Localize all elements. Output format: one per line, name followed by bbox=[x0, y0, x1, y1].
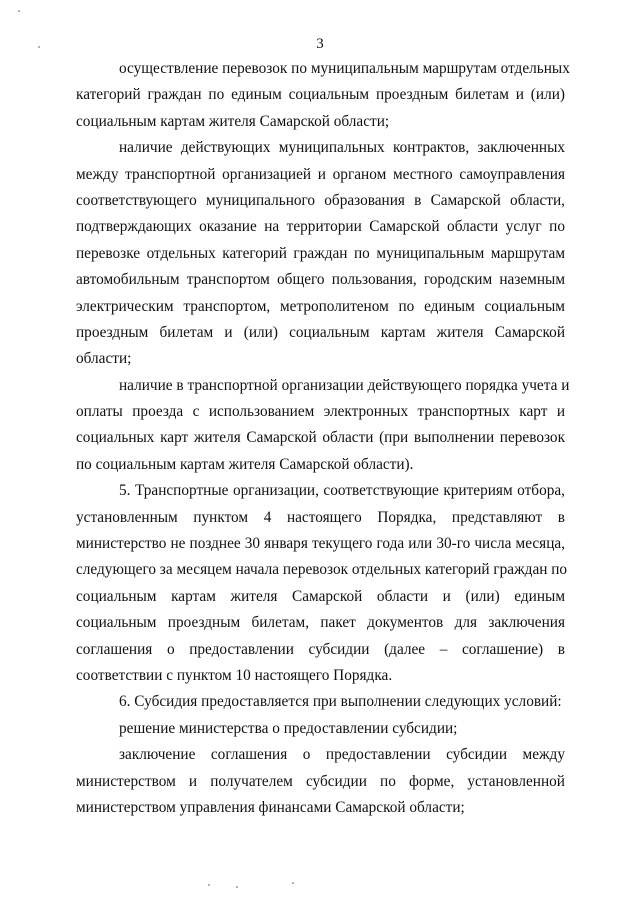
text-line: решение министерства о предоставлении субсидии; bbox=[119, 719, 458, 737]
text-line: 6. Субсидия предоставляется при выполнении следующих условий: bbox=[119, 693, 562, 711]
page-number: 3 bbox=[316, 36, 324, 52]
text-line: следующего за месяцем начала перевозок отдельных категорий граждан по bbox=[76, 561, 568, 579]
text-line: заключение соглашения о предоставлении субсидии между bbox=[119, 746, 565, 764]
text-line: социальным проездным билетам, пакет документов для заключения bbox=[76, 614, 565, 632]
text-line: соглашения о предоставлении субсидии (далее – соглашение) в bbox=[76, 640, 565, 658]
text-line: наличие в транспортной организации действующего порядка учета и bbox=[119, 376, 570, 394]
paragraph-fare-accounting bbox=[76, 373, 570, 479]
text-line: 5. Транспортные организации, соответствующие критериям отбора, bbox=[119, 482, 565, 500]
text-line: осуществление перевозок по муниципальным маршрутам отдельных bbox=[119, 60, 570, 77]
text-line: социальным картам жителя Самарской области и (или) единым bbox=[76, 587, 565, 605]
document-body bbox=[76, 56, 570, 821]
text-line: перевозке отдельных категорий граждан по муниципальным маршрутам bbox=[76, 244, 565, 262]
text-line: министерство не позднее 30 января текущего года или 30-го числа месяца, bbox=[76, 535, 565, 553]
text-line: министерством и получателем субсидии по форме, установленной bbox=[76, 772, 565, 790]
paragraph-subsidy-agreement bbox=[76, 742, 565, 821]
text-line: министерством управления финансами Самарской области; bbox=[76, 798, 465, 816]
text-line: наличие действующих муниципальных контрактов, заключенных bbox=[119, 139, 565, 157]
text-line: категорий граждан по единым социальным проездным билетам и (или) bbox=[76, 86, 565, 104]
text-line: установленным пунктом 4 настоящего Порядка, представляют в bbox=[76, 508, 565, 526]
text-line: социальных карт жителя Самарской области (при выполнении перевозок bbox=[76, 429, 565, 447]
text-line: подтверждающих оказание на территории Самарской области услуг по bbox=[76, 218, 565, 236]
text-line: социальным картам жителя Самарской области; bbox=[76, 112, 390, 130]
text-line: по социальным картам жителя Самарской области). bbox=[76, 455, 414, 473]
text-line: автомобильным транспортом общего пользования, городским наземным bbox=[76, 271, 565, 289]
text-line: соответствии с пунктом 10 настоящего Порядка. bbox=[76, 666, 393, 684]
scan-speck bbox=[292, 882, 294, 884]
paragraph-transport-routes bbox=[76, 56, 570, 135]
paragraph-item-5 bbox=[76, 478, 568, 689]
scan-speck bbox=[18, 10, 20, 12]
text-line: между транспортной организацией и органом местного самоуправления bbox=[76, 165, 565, 183]
scan-speck bbox=[236, 886, 238, 888]
text-line: соответствующего муниципального образования в Самарской области, bbox=[76, 191, 565, 209]
scan-speck bbox=[208, 884, 210, 886]
scan-speck bbox=[38, 46, 40, 48]
paragraph-municipal-contracts bbox=[76, 135, 565, 373]
text-line: оплаты проезда с использованием электронных транспортных карт и bbox=[76, 403, 565, 421]
paragraph-ministry-decision bbox=[76, 716, 565, 742]
text-line: проездным билетам и (или) социальным картам жителя Самарской bbox=[76, 323, 565, 341]
text-line: области; bbox=[76, 350, 132, 368]
text-line: электрическим транспортом, метрополитеном по единым социальным bbox=[76, 297, 565, 315]
paragraph-item-6 bbox=[76, 689, 565, 715]
